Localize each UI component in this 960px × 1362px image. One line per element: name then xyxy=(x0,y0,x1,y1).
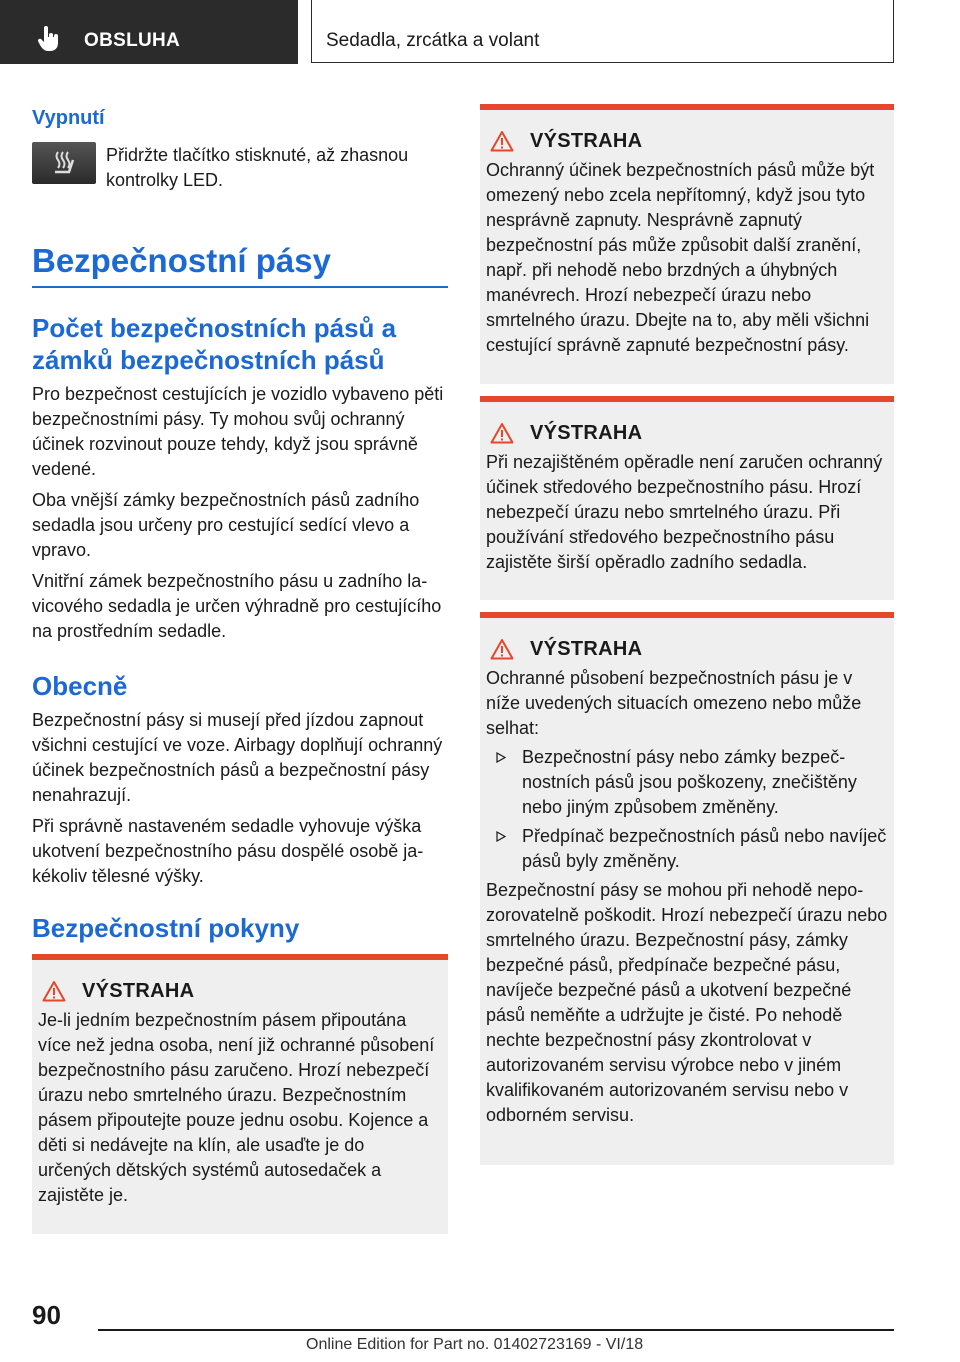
warning-header xyxy=(38,978,442,1004)
warning-triangle-icon xyxy=(490,638,514,660)
vypnuti-heading: Vypnutí xyxy=(32,107,105,129)
warning-intro: Ochranné působení bezpečnostních pásu je v níže uvedených situacích omezeno nebo může selhat: xyxy=(486,668,862,738)
main-title-block xyxy=(32,242,448,280)
list-item xyxy=(486,824,888,874)
count-section-title: Počet bezpečnostních pásů a zámků bezpečnostních pásů xyxy=(32,313,397,375)
warning-triangle-icon xyxy=(42,980,66,1002)
general-section-title: Obecně xyxy=(32,671,128,701)
vypnuti-text: Přidržte tlačítko stisknuté, až zhasnou kontrolky LED. xyxy=(106,145,409,190)
safety-section xyxy=(32,912,448,944)
warning-title: VÝSTRAHA xyxy=(530,421,643,444)
bullet-triangle-icon xyxy=(496,752,506,763)
header-section-tab xyxy=(0,0,298,64)
count-paragraph: Vnitřní zámek bezpečnostního pásu u zadního lavicového sedadla je určen výhradně pro cestujícího na prostředním sedadle. xyxy=(32,571,442,641)
warning-header xyxy=(486,420,888,446)
safety-section-title: Bezpečnostní pokyny xyxy=(32,913,300,943)
warning-triangle-icon xyxy=(490,130,514,152)
header-section-label: OBSLUHA xyxy=(84,30,181,51)
warning-box xyxy=(480,612,894,1165)
bullet-text: Bezpečnostní pásy nebo zámky bezpečnostních pásů jsou poškozeny, znečištěny nebo jiným způsobem změněny. xyxy=(522,747,857,817)
count-paragraph: Pro bezpečnost cestujících je vozidlo vybaveno pěti bezpečnostními pásy. Ty mohou svůj ochranný účinek rozvinout pouze tehdy, když jsou správně vedené. xyxy=(32,384,444,479)
page-number: 90 xyxy=(32,1300,61,1330)
warning-text: Je-li jedním bezpečnostním pásem připoutána více než jedna osoba, není již ochranné působení bezpečnostního pásu zaručeno. Hrozí nebezpečí úrazu nebo smrtelného úrazu. Bezpečnostním pásem připoutejte pouze jednu osobu. Kojence a děti si nedávejte na klín, ale usaďte je do určených dětských systémů autosedaček a zajistěte je. xyxy=(38,1010,435,1205)
warning-outro: Bezpečnostní pásy se mohou při nehodě nepozorovatelně poškodit. Hrozí nebezpečí úrazu nebo smrtelného úrazu. Bezpečnostní pásy, zámky bezpečné pásů, předpínače bezpečné pásu, navíječe bezpečné pásů a ukotvení bezpečné pásů neměňte a udržujte je čisté. Po nehodě nechte bezpečnostní pásy zkontrolovat v autorizovaném servisu výrobce nebo v jiném kvalifikovaném autorizovaném servisu nebo v odborném servisu. xyxy=(486,880,888,1125)
warning-title: VÝSTRAHA xyxy=(82,979,195,1002)
warning-header xyxy=(486,636,888,662)
general-paragraph: Při správně nastaveném sedadle vyhovuje výška ukotvení bezpečnostního pásu dospělé osobě jakékoliv tělesné výšky. xyxy=(32,816,424,886)
bullet-text: Předpínač bezpečnostních pásů nebo navíječ pásů byly změněny. xyxy=(522,826,887,871)
footer-divider xyxy=(98,1329,894,1331)
warning-title: VÝSTRAHA xyxy=(530,637,643,660)
footer-edition: Online Edition for Part no. 01402723169 - VI/18 xyxy=(306,1336,644,1353)
warning-title: VÝSTRAHA xyxy=(530,129,643,152)
warning-text: Při nezajištěném opěradle není zaručen ochranný účinek středového bezpečnostního pásu. Hrozí nebezpečí úrazu nebo smrtelného úrazu. Při používání středového bezpečnostního pásu zajistěte širší opěradlo zadního sedadla. xyxy=(486,452,883,572)
warning-box xyxy=(480,396,894,600)
main-title: Bezpečnostní pásy xyxy=(32,242,331,279)
list-item xyxy=(486,745,888,820)
warning-box xyxy=(32,954,448,1234)
main-title-divider xyxy=(32,286,448,288)
header-chapter-box xyxy=(311,0,894,63)
hand-pointer-icon xyxy=(38,26,60,52)
general-paragraph: Bezpečnostní pásy si musejí před jízdou zapnout všichni cestující ve voze. Airbagy doplňují ochranný účinek bezpečnostních pásů a bezpečnostní pásy nenahrazují. xyxy=(32,710,443,805)
general-section xyxy=(32,670,448,889)
warning-triangle-icon xyxy=(490,422,514,444)
count-section xyxy=(32,312,448,644)
warning-text: Ochranný účinek bezpečnostních pásů může být omezený nebo zcela nepřítomný, když jsou tyto nesprávně zapnuty. Nesprávně zapnutý bezpečnostní pás může způsobit další zranění, např. při nehodě nebo brzdných a úhybných manévrech. Hrozí nebezpečí úrazu nebo smrtelného úrazu. Dbejte na to, aby měli všichni cestující správně zapnuté bezpečnostní pásy. xyxy=(486,160,875,355)
warning-box xyxy=(480,104,894,384)
warning-header xyxy=(486,128,888,154)
count-paragraph: Oba vnější zámky bezpečnostních pásů zadního sedadla jsou určeny pro cestující sedící vlevo a vpravo. xyxy=(32,490,420,560)
seat-heating-button-image xyxy=(32,142,96,184)
seat-heating-icon xyxy=(52,150,76,176)
header-chapter-title: Sedadla, zrcátka a volant xyxy=(326,30,540,51)
warning-bullet-list xyxy=(486,745,888,874)
bullet-triangle-icon xyxy=(496,831,506,842)
